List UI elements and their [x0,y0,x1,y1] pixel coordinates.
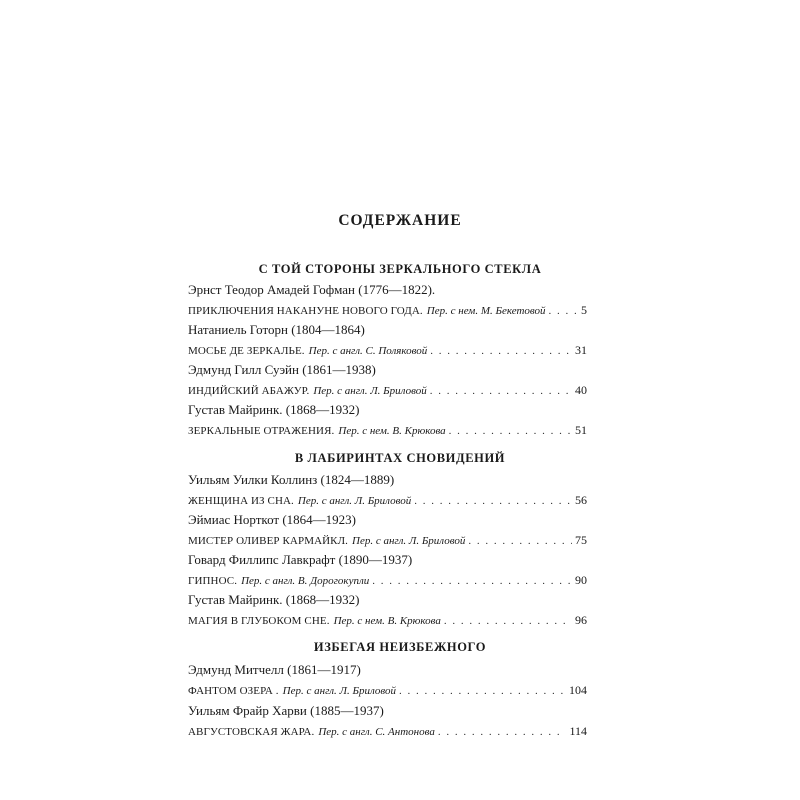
dot-leader [430,344,572,358]
toc-entry[interactable] [188,662,587,698]
work-title: АВГУСТОВСКАЯ ЖАРА. [188,726,315,738]
work-line [188,423,587,438]
page-number: 5 [581,303,587,317]
dot-leader [414,494,572,508]
author-line: Густав Майринк. (1868—1932) [188,592,360,607]
author-line: Густав Майринк. (1868—1932) [188,402,360,417]
translator: Пер. с нем. М. Бекетовой [426,305,546,317]
toc-entry[interactable] [188,322,587,358]
page-number: 56 [575,493,587,507]
translator: Пер. с англ. Л. Бриловой [313,385,427,397]
work-title: ИНДИЙСКИЙ АБАЖУР. [188,385,310,397]
page-number: 75 [575,533,587,547]
page-number: 31 [575,343,587,357]
work-line [188,724,587,739]
work-line [188,303,587,318]
work-line [188,383,587,398]
toc-entry[interactable] [188,512,587,548]
dot-leader [468,534,572,548]
author-line: Эймиас Норткот (1864—1923) [188,512,356,527]
translator: Пер. с нем. В. Крюкова [333,615,441,627]
author-line: Эдмунд Гилл Суэйн (1861—1938) [188,362,376,377]
translator: Пер. с англ. Л. Бриловой [352,535,466,547]
work-title: ЖЕНЩИНА ИЗ СНА. [188,495,294,507]
dot-leader [549,304,578,318]
dot-leader [372,574,572,588]
toc-entry[interactable] [188,402,587,438]
author-line: Натаниель Готорн (1804—1864) [188,322,365,337]
dot-leader [438,725,567,739]
work-line [188,533,587,548]
section-heading-3: ИЗБЕГАЯ НЕИЗБЕЖНОГО [313,640,487,654]
page-number: 114 [569,724,587,738]
author-line: Эрнст Теодор Амадей Гофман (1776—1822). [188,282,436,297]
translator: Пер. с англ. С. Антонова [318,726,435,738]
dot-leader [449,424,572,438]
work-line [188,683,587,698]
section-heading-1: С ТОЙ СТОРОНЫ ЗЕРКАЛЬНОГО СТЕКЛА [258,262,542,276]
work-line [188,613,587,628]
toc-entry[interactable] [188,552,587,588]
work-line [188,573,587,588]
author-line: Говард Филлипс Лавкрафт (1890—1937) [188,552,413,567]
toc-entry[interactable] [188,703,587,739]
translator: Пер. с англ. Л. Бриловой [282,685,397,697]
toc-entry[interactable] [188,592,587,628]
page-number: 104 [569,683,587,697]
work-line [188,343,587,358]
work-title: ПРИКЛЮЧЕНИЯ НАКАНУНЕ НОВОГО ГОДА. [188,305,423,317]
dot-leader [430,384,572,398]
author-line: Уильям Фрайр Харви (1885—1937) [188,703,384,718]
page-number: 96 [575,613,587,627]
page-number: 51 [575,423,587,437]
work-title: ФАНТОМ ОЗЕРА . [188,685,279,697]
work-title: ГИПНОС. [188,575,238,587]
translator: Пер. с англ. Л. Бриловой [297,495,412,507]
translator: Пер. с англ. С. Поляковой [308,345,428,357]
dot-leader [444,614,572,628]
page-title: СОДЕРЖАНИЕ [338,212,462,229]
work-line [188,493,587,508]
dot-leader [399,684,566,698]
work-title: ЗЕРКАЛЬНЫЕ ОТРАЖЕНИЯ. [188,425,335,437]
section-heading-2: В ЛАБИРИНТАХ СНОВИДЕНИЙ [294,451,506,465]
toc-entry[interactable] [188,282,587,318]
work-title: МИСТЕР ОЛИВЕР КАРМАЙКЛ. [188,535,349,547]
work-title: МОСЬЕ ДЕ ЗЕРКАЛЬЕ. [188,345,305,357]
work-title: МАГИЯ В ГЛУБОКОМ СНЕ. [188,615,330,627]
page-number: 90 [575,573,587,587]
translator: Пер. с нем. В. Крюкова [338,425,446,437]
author-line: Эдмунд Митчелл (1861—1917) [188,662,361,677]
page-number: 40 [575,383,587,397]
translator: Пер. с англ. В. Дорогокупли [241,575,370,587]
toc-entry[interactable] [188,362,587,398]
toc-entry[interactable] [188,472,587,508]
author-line: Уильям Уилки Коллинз (1824—1889) [188,472,395,487]
